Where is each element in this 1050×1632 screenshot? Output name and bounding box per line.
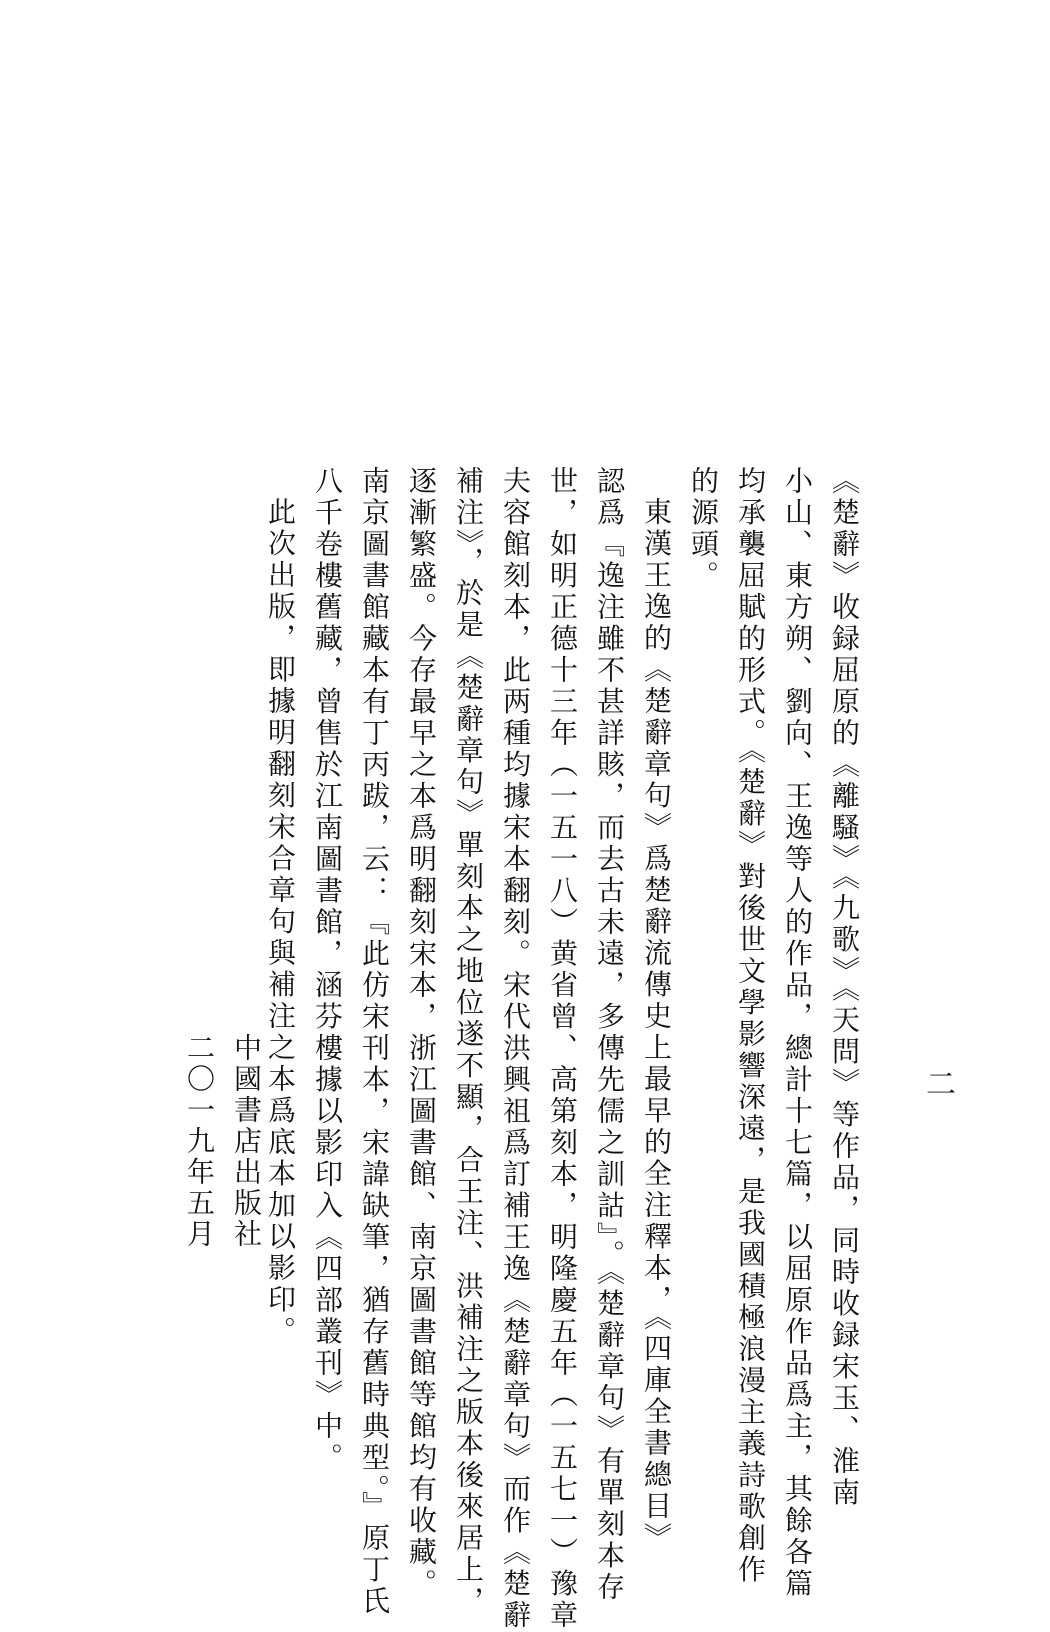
publisher-name: 中國書店出版社 — [230, 1033, 263, 1250]
text-column-10: 逐漸繁盛。今存最早之本爲明翻刻宋本，浙江圖書館、南京圖書館等館均有收藏。 — [405, 466, 438, 1600]
text-column-6: 認爲『逸注雖不甚詳賅，而去古未遠，多傳先儒之訓詁』。《楚辭章句》有單刻本存 — [593, 466, 626, 1604]
text-column-11: 南京圖書館藏本有丁丙跋，云：『此仿宋刊本，宋諱缺筆，猶存舊時典型。』原丁氏 — [358, 466, 391, 1618]
text-column-4: 的源頭。 — [687, 466, 720, 592]
text-column-7: 世，如明正德十三年（一五一八）黄省曾、高第刻本，明隆慶五年（一五七一）豫章 — [546, 466, 579, 1632]
text-column-5: 東漢王逸的《楚辭章句》爲楚辭流傳史上最早的全注釋本，《四庫全書總目》 — [640, 497, 673, 1554]
text-column-12: 八千卷樓舊藏，曾售於江南圖書館，涵芬樓據以影印入《四部叢刊》中。 — [311, 466, 344, 1474]
text-column-1: 《楚辭》收録屈原的《離騷》《九歌》《天問》等作品，同時收録宋玉、淮南 — [828, 466, 861, 1509]
text-column-13: 此次出版，即據明翻刻宋合章句與補注之本爲底本加以影印。 — [264, 497, 297, 1348]
publication-date: 二〇一九年五月 — [183, 1033, 216, 1250]
text-column-3: 均承襲屈賦的形式。《楚辭》對後世文學影響深遠，是我國積極浪漫主義詩歌創作 — [734, 466, 767, 1586]
text-column-2: 小山、東方朔、劉向、王逸等人的作品，總計十七篇，以屈原作品爲主，其餘各篇 — [781, 466, 814, 1600]
text-column-9: 補注》，於是《楚辭章句》單刻本之地位遂不顯，合王注、洪補注之版本後來居上， — [452, 466, 485, 1618]
text-column-8: 夫容館刻本，此两種均據宋本翻刻。宋代洪興祖爲訂補王逸《楚辭章句》而作《楚辭 — [499, 466, 532, 1632]
page-number: 二 — [920, 1068, 955, 1098]
